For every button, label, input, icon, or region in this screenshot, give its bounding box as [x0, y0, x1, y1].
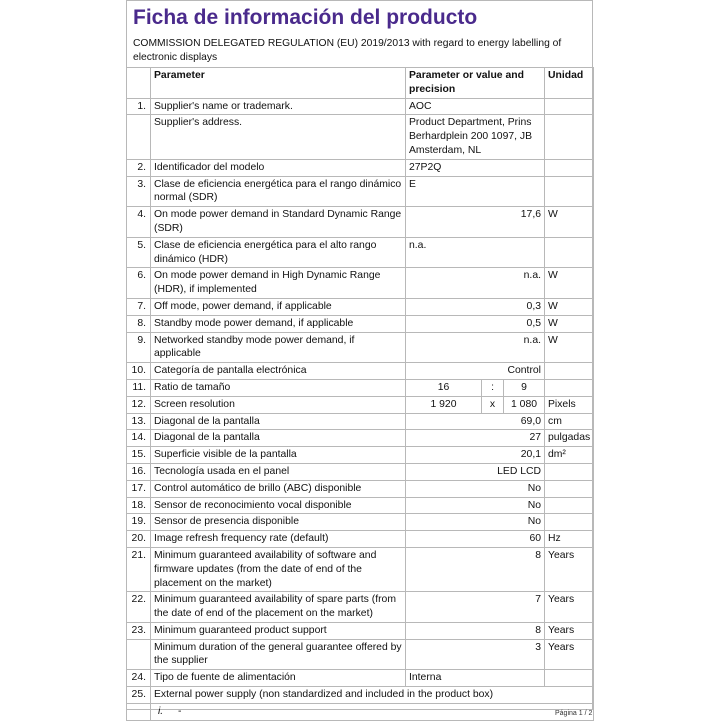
parameter-label: External power supply (non standardized and included in the product box): [151, 687, 594, 704]
unit-label: [545, 514, 594, 531]
parameter-label: Clase de eficiencia energética para el alto rango dinámico (HDR): [151, 237, 406, 268]
row-number: 19.: [127, 514, 151, 531]
unit-label: [545, 379, 594, 396]
row-number: 5.: [127, 237, 151, 268]
table-row: [127, 497, 594, 514]
split-left-value: 1 920: [430, 398, 457, 410]
parameter-label: Networked standby mode power demand, if applicable: [151, 332, 406, 363]
unit-label: W: [545, 207, 594, 238]
unit-label: [545, 115, 594, 159]
parameter-label: Diagonal de la pantalla: [151, 413, 406, 430]
parameter-value: 0,3: [406, 298, 545, 315]
parameter-label: Supplier's name or trademark.: [151, 98, 406, 115]
row-number: [127, 639, 151, 670]
row-number: 24.: [127, 670, 151, 687]
parameter-label: Ratio de tamaño: [151, 379, 406, 396]
table-row: [127, 592, 594, 623]
parameter-value: 17,6: [406, 207, 545, 238]
table-row: [127, 413, 594, 430]
table-row: [127, 379, 594, 396]
table-row: [127, 268, 594, 299]
unit-label: [545, 176, 594, 207]
parameter-value: 0,5: [406, 315, 545, 332]
table-row: [127, 115, 594, 159]
split-separator: :: [482, 380, 504, 396]
header-parameter: Parameter: [151, 68, 406, 99]
table-row: [127, 703, 594, 720]
row-number: 21.: [127, 547, 151, 591]
value-split-cell: [406, 379, 545, 396]
unit-label: W: [545, 298, 594, 315]
row-number: 15.: [127, 447, 151, 464]
table-row: [127, 531, 594, 548]
row-number: 10.: [127, 363, 151, 380]
unit-label: [545, 98, 594, 115]
parameter-value: n.a.: [406, 332, 545, 363]
row-number: 4.: [127, 207, 151, 238]
parameter-value: No: [406, 514, 545, 531]
regulation-subtitle: COMMISSION DELEGATED REGULATION (EU) 2019/2013 with regard to energy labelling of electronic displays: [133, 38, 562, 63]
parameter-value: Product Department, Prins Berhardplein 200 1097, JB Amsterdam, NL: [406, 115, 545, 159]
value-split-cell: [406, 396, 545, 413]
parameter-label: Clase de eficiencia energética para el rango dinámico normal (SDR): [151, 176, 406, 207]
split-right-value: 1 080: [511, 398, 538, 410]
parameter-value: E: [406, 176, 545, 207]
unit-label: [545, 463, 594, 480]
header-value: Parameter or value and precision: [406, 68, 545, 99]
parameter-label: Tecnología usada en el panel: [151, 463, 406, 480]
parameter-value: 69,0: [406, 413, 545, 430]
row-number: 8.: [127, 315, 151, 332]
unit-label: [545, 497, 594, 514]
table-row: [127, 622, 594, 639]
parameter-label: Identificador del modelo: [151, 159, 406, 176]
unit-label: [545, 363, 594, 380]
row-number: 17.: [127, 480, 151, 497]
unit-label: pulgadas: [545, 430, 594, 447]
parameter-label: Control automático de brillo (ABC) disponible: [151, 480, 406, 497]
table-row: [127, 332, 594, 363]
table-row: [127, 430, 594, 447]
split-value: [406, 380, 544, 396]
table-row: [127, 396, 594, 413]
row-number: 3.: [127, 176, 151, 207]
page-title: Ficha de información del producto: [133, 6, 478, 29]
table-row: [127, 480, 594, 497]
sub-item-value: -: [178, 705, 182, 717]
parameter-value: 8: [406, 622, 545, 639]
table-row: [127, 298, 594, 315]
parameter-label: Off mode, power demand, if applicable: [151, 298, 406, 315]
unit-label: Pixels: [545, 396, 594, 413]
sub-item-label: i.: [158, 705, 164, 717]
parameter-label: Categoría de pantalla electrónica: [151, 363, 406, 380]
table-row: [127, 670, 594, 687]
parameter-value: 60: [406, 531, 545, 548]
parameter-label: Standby mode power demand, if applicable: [151, 315, 406, 332]
unit-label: cm: [545, 413, 594, 430]
parameter-label: Minimum guaranteed availability of software and firmware updates (from the date of end of the placement on the market): [151, 547, 406, 591]
parameter-value: 3: [406, 639, 545, 670]
parameter-value: Control: [406, 363, 545, 380]
row-number: 22.: [127, 592, 151, 623]
table-row: [127, 447, 594, 464]
table-row: [127, 514, 594, 531]
row-number: 14.: [127, 430, 151, 447]
row-number: 20.: [127, 531, 151, 548]
parameter-label: Minimum guaranteed product support: [151, 622, 406, 639]
row-number: 6.: [127, 268, 151, 299]
parameter-label: On mode power demand in Standard Dynamic Range (SDR): [151, 207, 406, 238]
row-number: 25.: [127, 687, 151, 704]
split-right-value: 9: [521, 381, 527, 393]
parameter-value: No: [406, 480, 545, 497]
unit-label: dm²: [545, 447, 594, 464]
table-row: [127, 363, 594, 380]
page-number: Página 1 / 2: [555, 710, 593, 717]
table-row: [127, 463, 594, 480]
parameter-label: Supplier's address.: [151, 115, 406, 159]
parameter-value: 27P2Q: [406, 159, 545, 176]
parameter-label: Minimum guaranteed availability of spare parts (from the date of end of the placement on the market): [151, 592, 406, 623]
table-row: [127, 98, 594, 115]
parameter-label: On mode power demand in High Dynamic Range (HDR), if implemented: [151, 268, 406, 299]
unit-label: [545, 670, 594, 687]
parameter-label: Superficie visible de la pantalla: [151, 447, 406, 464]
row-number: [127, 115, 151, 159]
row-number: 18.: [127, 497, 151, 514]
unit-label: W: [545, 332, 594, 363]
unit-label: [545, 480, 594, 497]
parameter-value: AOC: [406, 98, 545, 115]
row-number: 23.: [127, 622, 151, 639]
unit-label: Years: [545, 592, 594, 623]
row-number: [127, 703, 151, 720]
row-number: 7.: [127, 298, 151, 315]
unit-label: W: [545, 315, 594, 332]
parameter-label: Minimum duration of the general guarantee offered by the supplier: [151, 639, 406, 670]
table-row: [127, 207, 594, 238]
unit-label: Years: [545, 547, 594, 591]
parameter-value: No: [406, 497, 545, 514]
table-row: [127, 687, 594, 704]
parameter-value: 8: [406, 547, 545, 591]
parameter-label: Screen resolution: [151, 396, 406, 413]
parameter-value: 7: [406, 592, 545, 623]
sub-row-cell: [151, 703, 594, 720]
unit-label: Hz: [545, 531, 594, 548]
unit-label: [545, 237, 594, 268]
parameter-label: Diagonal de la pantalla: [151, 430, 406, 447]
parameter-value: 20,1: [406, 447, 545, 464]
table-row: [127, 639, 594, 670]
table-row: [127, 159, 594, 176]
row-number: 11.: [127, 379, 151, 396]
table-row: [127, 315, 594, 332]
parameter-label: Sensor de presencia disponible: [151, 514, 406, 531]
unit-label: Years: [545, 639, 594, 670]
table-row: [127, 237, 594, 268]
parameter-label: Sensor de reconocimiento vocal disponible: [151, 497, 406, 514]
split-left-value: 16: [437, 381, 450, 393]
table-row: [127, 176, 594, 207]
unit-label: Years: [545, 622, 594, 639]
row-number: 13.: [127, 413, 151, 430]
parameter-value: n.a.: [406, 237, 545, 268]
parameter-value: n.a.: [406, 268, 545, 299]
table-body: [127, 98, 594, 720]
row-number: 1.: [127, 98, 151, 115]
parameter-label: Image refresh frequency rate (default): [151, 531, 406, 548]
parameter-label: Tipo de fuente de alimentación: [151, 670, 406, 687]
unit-label: W: [545, 268, 594, 299]
header-unit: Unidad: [545, 68, 594, 99]
parameter-value: LED LCD: [406, 463, 545, 480]
row-number: 12.: [127, 396, 151, 413]
row-number: 9.: [127, 332, 151, 363]
unit-label: [545, 159, 594, 176]
table-header-row: [127, 68, 594, 99]
row-number: 16.: [127, 463, 151, 480]
split-value: [406, 397, 544, 413]
parameter-value: Interna: [406, 670, 545, 687]
split-separator: x: [482, 397, 504, 413]
table-row: [127, 547, 594, 591]
parameter-value: 27: [406, 430, 545, 447]
header-number: [127, 68, 151, 99]
row-number: 2.: [127, 159, 151, 176]
specification-table: [126, 67, 594, 721]
